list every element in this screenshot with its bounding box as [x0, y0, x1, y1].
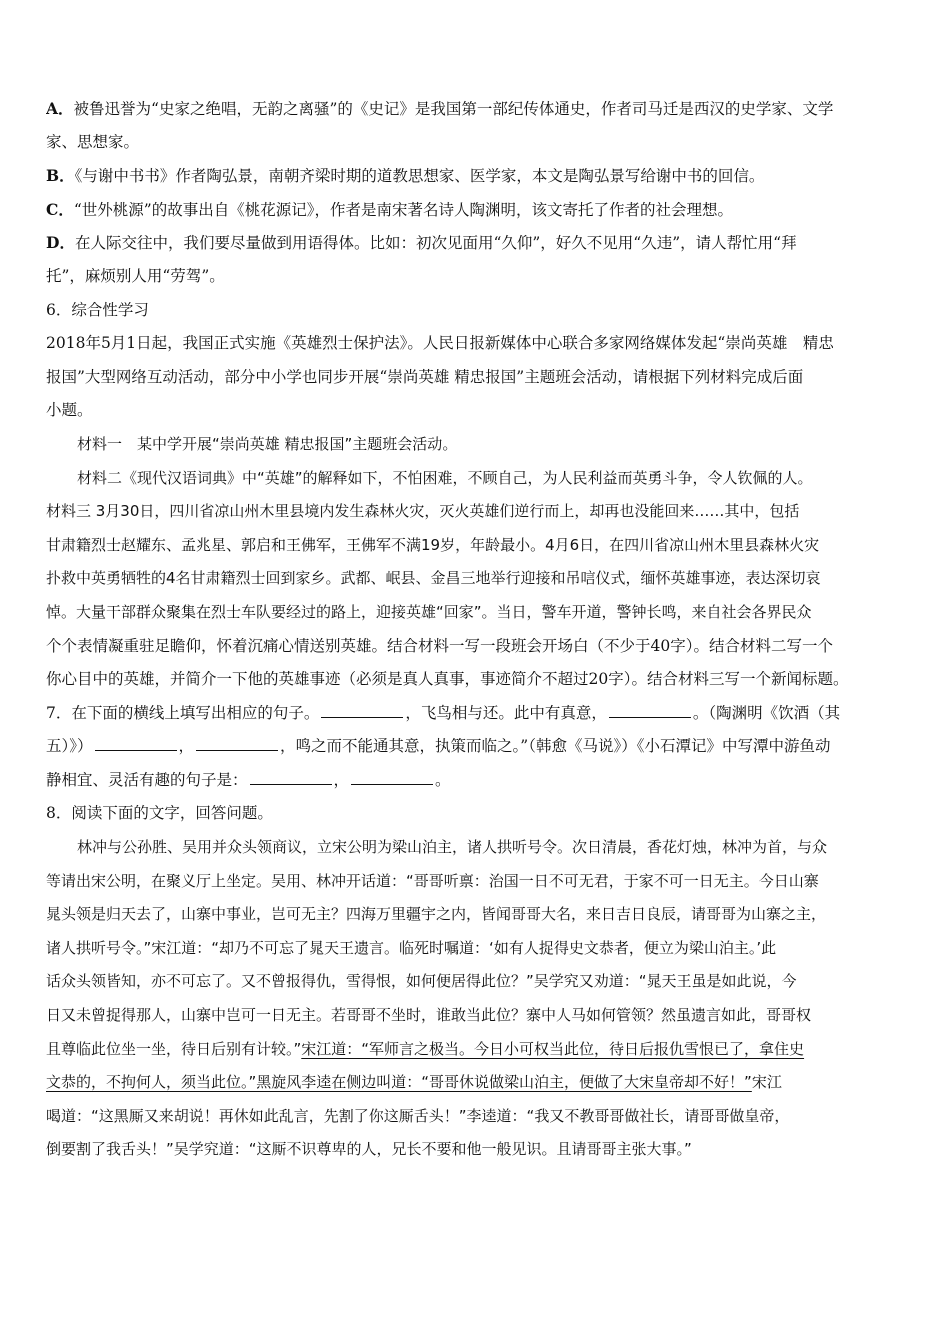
option-c — [46, 193, 908, 227]
material-1: 材料一 某中学开展“崇尚英雄 精忠报国”主题班会活动。 — [77, 434, 458, 453]
q7-text: 7．在下面的横线上填写出相应的句子。 — [46, 703, 320, 722]
question-8 — [46, 797, 908, 1167]
q7-text: 静相宜、灵活有趣的句子是： — [46, 770, 248, 789]
material-2: 材料二《现代汉语词典》中“英雄”的解释如下，不怕困难，不顾自己，为人民利益而英勇斗争，令人钦佩的人。 — [77, 468, 813, 487]
underlined-passage: 文恭的，不拘何人，须当此位。”黑旋风李逵在侧边叫道：“哥哥休说做梁山泊主，便做了大宋皇帝却不好！” — [46, 1073, 752, 1092]
option-text: 《与谢中书书》作者陶弘景，南朝齐梁时期的道教思想家、医学家，本文是陶弘景写给谢中书的回信。 — [74, 167, 765, 186]
option-text: “世外桃源”的故事出自《桃花源记》，作者是南宋著名诗人陶渊明，该文寄托了作者的社会理想。 — [73, 200, 733, 219]
option-letter: A． — [46, 99, 74, 118]
option-d — [46, 226, 908, 293]
option-text: 托”，麻烦别人用“劳驾”。 — [46, 266, 225, 285]
passage-text: 宋江 — [751, 1073, 782, 1092]
question-title: 6．综合性学习 — [46, 300, 149, 319]
q7-text: ，鸣之而不能通其意，执策而临之。”（韩愈《马说》）《小石潭记》中写潭中游鱼动 — [280, 737, 831, 756]
intro-line: 报国”大型网络互动活动，部分中小学也同步开展“崇尚英雄 精忠报国”主题班会活动，请根据下列材料完成后面 — [46, 367, 804, 386]
answer-blank[interactable] — [196, 736, 278, 751]
material-3-line: 材料三 3月30日，四川省凉山州木里县境内发生森林火灾，灭火英雄们逆行而上，却再也没能回来……其中，包括 — [46, 502, 800, 521]
answer-blank[interactable] — [95, 736, 177, 751]
q7-text: ， — [178, 737, 195, 756]
passage-line: 晁头领是归天去了，山寨中事业，岂可无主？四海万里疆宇之内，皆闻哥哥大名，来日吉日良辰，请哥哥为山寨之主， — [46, 905, 827, 924]
option-text: 在人际交往中，我们要尽量做到用语得体。比如：初次见面用“久仰”，好久不见用“久违”，请人帮忙用“拜 — [74, 234, 797, 253]
task-line: 个个表情凝重驻足瞻仰，怀着沉痛心情送别英雄。结合材料一写一段班会开场白（不少于40字）。结合材料二写一个 — [46, 636, 833, 655]
material-3-line: 扑救中英勇牺牲的4名甘肃籍烈士回到家乡。武都、岷县、金昌三地举行迎接和吊唁仪式，缅怀英雄事迹，表达深切哀 — [46, 569, 821, 588]
option-letter: B． — [46, 166, 75, 186]
exam-page — [46, 92, 908, 1167]
passage-line: 等请出宋公明，在聚义厅上坐定。吴用、林冲开话道：“哥哥听禀：治国一日不可无君，于家不可一日无主。今日山寨 — [46, 871, 819, 890]
intro-line: 小题。 — [46, 401, 93, 420]
answer-blank[interactable] — [321, 703, 403, 718]
q7-text: ，飞鸟相与还。此中有真意， — [405, 703, 607, 722]
option-text: 家、思想家。 — [46, 132, 140, 151]
question-title: 8．阅读下面的文字，回答问题。 — [46, 804, 273, 823]
passage-line: 日又未曾捉得那人，山寨中岂可一日无主。若哥哥不坐时，谁敢当此位？寨中人马如何管领？然虽遗言如此，哥哥权 — [46, 1006, 812, 1025]
question-7 — [46, 697, 908, 798]
material-3-line: 悼。大量干部群众聚集在烈士车队要经过的路上，迎接英雄“回家”。当日，警车开道，警钟长鸣，来自社会各界民众 — [46, 602, 812, 621]
task-line: 你心目中的英雄，并简介一下他的英雄事迹（必须是真人真事，事迹简介不超过20字）。结合材料三写一个新闻标题。 — [46, 670, 849, 689]
passage-line: 话众头领皆知，亦不可忘了。又不曾报得仇，雪得恨，如何便居得此位？”吴学究又劝道：“晁天王虽是如此说，今 — [46, 972, 797, 991]
passage-line: 林冲与公孙胜、吴用并众头领商议，立宋公明为梁山泊主，诸人拱听号令。次日清晨，香花灯烛，林冲为首，与众 — [77, 838, 828, 857]
passage-line: 诸人拱听号令。”宋江道：“却乃不可忘了晁天王遗言。临死时嘱道：‘如有人捉得史文恭者，便立为梁山泊主。’此 — [46, 938, 777, 957]
q7-text: 。 — [435, 770, 451, 789]
option-b — [46, 159, 908, 193]
option-a — [46, 92, 908, 159]
answer-blank[interactable] — [250, 770, 332, 785]
question-6 — [46, 294, 908, 697]
q7-text: ， — [333, 770, 350, 789]
option-letter: D． — [46, 233, 75, 253]
answer-blank[interactable] — [609, 703, 691, 718]
passage-text: 且尊临此位坐一坐，待日后别有计较。” — [46, 1039, 302, 1058]
option-letter: C． — [46, 199, 74, 219]
passage-line: 倒要割了我舌头！”吴学究道：“这厮不识尊卑的人，兄长不要和他一般见识。且请哥哥主张大事。” — [46, 1140, 692, 1159]
intro-line: 2018年5月1日起，我国正式实施《英雄烈士保护法》。人民日报新媒体中心联合多家网络媒体发起“崇尚英雄 精忠 — [46, 334, 834, 353]
option-text: 被鲁迅誉为“史家之绝唱，无韵之离骚”的《史记》是我国第一部纪传体通史，作者司马迁是西汉的史学家、文学 — [73, 100, 834, 118]
answer-blank[interactable] — [351, 770, 433, 785]
q7-text: 五）》） — [46, 737, 93, 756]
passage-line: 喝道：“这黑厮又来胡说！再休如此乱言，先割了你这厮舌头！”李逵道：“我又不教哥哥做社长，请哥哥做皇帝， — [46, 1106, 790, 1125]
underlined-passage: 宋江道：“军师言之极当。今日小可权当此位，待日后报仇雪恨已了，拿住史 — [301, 1039, 805, 1058]
material-3-line: 甘肃籍烈士赵耀东、孟兆星、郭启和王佛军，王佛军不满19岁，年龄最小。4月6日，在四川省凉山州木里县森林火灾 — [46, 535, 820, 554]
q7-text: 。（陶渊明《饮酒（其 — [692, 703, 841, 722]
